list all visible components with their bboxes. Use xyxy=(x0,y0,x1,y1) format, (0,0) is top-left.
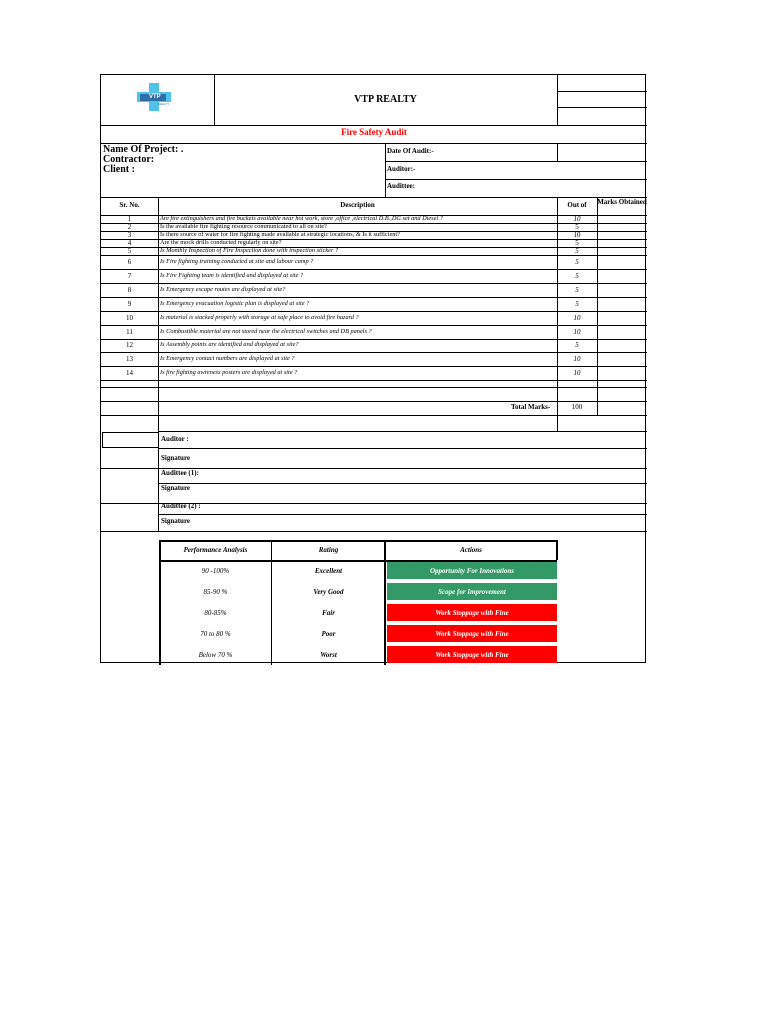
row-sr-no: 2 xyxy=(127,222,132,231)
row-description: Is Fire fighting training conducted at site and labour camp ? xyxy=(160,257,314,265)
logo-text: VTP xyxy=(149,94,161,100)
row-description: Is Emergency contact numbers are displayed at site ? xyxy=(160,354,295,362)
perf-action: Work Stoppage with Fine xyxy=(387,646,557,663)
perf-range: 85-90 % xyxy=(203,587,228,596)
row-out-of: 5 xyxy=(575,299,579,308)
row-out-of: 10 xyxy=(573,230,581,239)
auditee-label: Audittee: xyxy=(387,182,415,190)
auditee2-signature-field[interactable]: Signature xyxy=(161,517,191,525)
perf-header-actions: Actions xyxy=(460,546,482,554)
contractor-label: Contractor: xyxy=(103,154,155,165)
row-marks-obtained-cell[interactable] xyxy=(598,216,646,223)
total-marks-label: Total Marks- xyxy=(511,403,551,411)
auditor-label: Auditor:- xyxy=(387,165,416,173)
row-marks-obtained-cell[interactable] xyxy=(598,312,646,325)
row-out-of: 10 xyxy=(573,327,581,336)
row-marks-obtained-cell[interactable] xyxy=(598,248,646,255)
row-marks-obtained-cell[interactable] xyxy=(598,224,646,231)
row-marks-obtained-cell[interactable] xyxy=(598,367,646,380)
perf-rating: Very Good xyxy=(313,587,344,596)
row-description: Are fire extinguishers and fire buckets available near hot work, store ,office ,electrical D.B.,DG set and Diesel ? xyxy=(160,214,443,222)
col-header-sr: Sr. No. xyxy=(119,201,140,209)
perf-rating: Worst xyxy=(320,650,337,659)
row-sr-no: 11 xyxy=(126,327,133,336)
row-marks-obtained-cell[interactable] xyxy=(598,353,646,366)
perf-action: Scope for Improvement xyxy=(387,583,557,600)
row-description: Is Fire Fighting team is identified and displayed at site ? xyxy=(160,271,304,279)
row-sr-no: 6 xyxy=(127,257,132,266)
row-out-of: 10 xyxy=(573,313,581,322)
project-name-label: Name Of Project: . xyxy=(103,144,184,155)
auditor-signature-field[interactable]: Signature xyxy=(161,454,191,462)
date-of-audit-label: Date Of Audit:- xyxy=(387,147,434,155)
col-header-marks-obtained: Marks Obtained xyxy=(597,198,647,206)
form-title: Fire Safety Audit xyxy=(341,127,407,137)
perf-range: 90 -100% xyxy=(201,566,230,575)
row-marks-obtained-cell[interactable] xyxy=(598,240,646,247)
row-sr-no: 3 xyxy=(127,230,132,239)
row-description: Is material is stacked properly with storage at safe place to avoid fire hazard ? xyxy=(160,313,359,321)
perf-action: Opportunity For Innovations xyxy=(387,562,557,579)
row-description: Is Emergency escape routes are displayed at site? xyxy=(160,285,286,293)
company-name: VTP REALTY xyxy=(354,94,417,105)
row-marks-obtained-cell[interactable] xyxy=(598,298,646,311)
row-description: Is there source of water for fire fighting made available at strategic locations, & Is it sufficient? xyxy=(160,230,400,238)
perf-rating: Excellent xyxy=(314,566,343,575)
performance-analysis-table xyxy=(159,540,557,665)
perf-rating: Poor xyxy=(321,629,336,638)
row-out-of: 10 xyxy=(573,214,581,223)
row-out-of: 5 xyxy=(575,238,579,247)
row-out-of: 5 xyxy=(575,285,579,294)
row-sr-no: 1 xyxy=(127,214,132,223)
row-sr-no: 7 xyxy=(127,271,132,280)
total-marks-value: 100 xyxy=(571,403,583,411)
row-description: Is Emergency evacuation logistic plan is displayed at site ? xyxy=(160,299,310,307)
perf-range: 70 to 80 % xyxy=(200,629,231,638)
row-description: Is Monthly Inspection of Fire Inspection done with inspection sticker ? xyxy=(160,246,339,254)
perf-rating: Fair xyxy=(322,608,335,617)
company-logo xyxy=(137,83,175,111)
auditee1-label: Audittee (1): xyxy=(161,469,199,477)
row-description: Are the mock drills conducted regularly on site? xyxy=(160,238,282,246)
row-marks-obtained-cell[interactable] xyxy=(598,284,646,297)
row-description: Is fire fighting awreness posters are displayed at site ? xyxy=(160,368,298,376)
row-out-of: 5 xyxy=(575,246,579,255)
row-sr-no: 14 xyxy=(126,368,133,377)
row-sr-no: 4 xyxy=(127,238,132,247)
row-out-of: 10 xyxy=(573,368,581,377)
row-sr-no: 10 xyxy=(126,313,133,322)
client-label: Client : xyxy=(103,164,135,175)
perf-action: Work Stoppage with Fine xyxy=(387,604,557,621)
row-marks-obtained-cell[interactable] xyxy=(598,256,646,269)
row-out-of: 5 xyxy=(575,341,579,349)
row-out-of: 5 xyxy=(575,271,579,280)
perf-range: Below 70 % xyxy=(198,650,233,659)
row-sr-no: 9 xyxy=(127,299,132,308)
auditor-sign-label: Auditor : xyxy=(161,435,189,443)
row-out-of: 5 xyxy=(575,257,579,266)
row-description: Is the available fire fighting resource communicated to all on site? xyxy=(160,222,327,230)
auditor-box xyxy=(102,432,159,448)
audit-sheet xyxy=(100,74,646,663)
row-description: Is Combustible material are not stored near the electrical switches and DB panels ? xyxy=(160,327,372,335)
auditee1-signature-field[interactable]: Signature xyxy=(161,484,191,492)
row-out-of: 10 xyxy=(573,354,581,363)
perf-header-rating: Rating xyxy=(318,546,339,554)
perf-header-analysis: Performance Analysis xyxy=(183,546,248,554)
row-out-of: 5 xyxy=(575,222,579,231)
col-header-description: Description xyxy=(340,201,375,209)
row-marks-obtained-cell[interactable] xyxy=(598,232,646,239)
row-sr-no: 12 xyxy=(126,341,133,349)
logo-subtext: REALTY xyxy=(158,102,170,106)
row-marks-obtained-cell[interactable] xyxy=(598,326,646,339)
col-header-out-of: Out of xyxy=(567,201,587,209)
row-description: Is Assembly points are identified and displayed at site? xyxy=(160,341,299,348)
row-sr-no: 8 xyxy=(127,285,132,294)
perf-range: 80-85% xyxy=(204,608,227,617)
perf-action: Work Stoppage with Fine xyxy=(387,625,557,642)
row-marks-obtained-cell[interactable] xyxy=(598,340,646,352)
row-sr-no: 5 xyxy=(127,246,132,255)
row-marks-obtained-cell[interactable] xyxy=(598,270,646,283)
auditee2-label: Audittee (2) : xyxy=(161,502,201,510)
row-sr-no: 13 xyxy=(126,354,133,363)
